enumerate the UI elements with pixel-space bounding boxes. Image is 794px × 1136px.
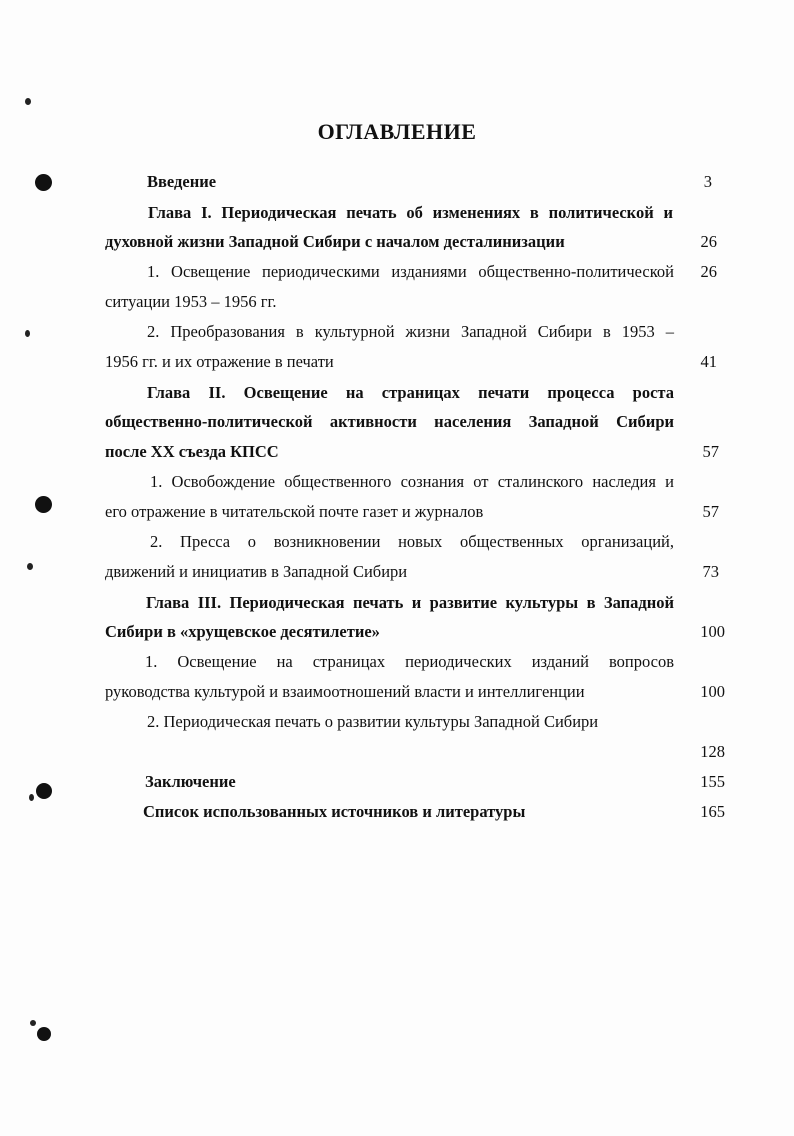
toc-section-2-2-line-1: 2. Пресса о возникновении новых общественных организаций, bbox=[150, 532, 674, 551]
toc-entry-bibliography: Список использованных источников и литературы bbox=[143, 802, 526, 821]
toc-chapter-2-line-1: Глава II. Освещение на страницах печати процесса роста bbox=[147, 383, 674, 402]
toc-chapter-3-line-2: Сибири в «хрущевское десятилетие» bbox=[105, 622, 380, 641]
toc-chapter-2-line-3: после XX съезда КПСС bbox=[105, 442, 279, 461]
toc-page-section-2-2: 73 bbox=[702, 562, 719, 581]
toc-page-conclusion: 155 bbox=[700, 772, 725, 791]
punch-hole bbox=[36, 783, 52, 799]
scan-speck bbox=[25, 98, 31, 105]
toc-section-1-2-line-2: 1956 гг. и их отражение в печати bbox=[105, 352, 334, 371]
toc-page-section-1-1: 26 bbox=[700, 262, 717, 281]
toc-page-section-3-2: 128 bbox=[700, 742, 725, 761]
toc-chapter-3-line-1: Глава III. Периодическая печать и развитие культуры в Западной bbox=[146, 593, 674, 612]
toc-chapter-1-line-1: Глава I. Периодическая печать об изменениях в политической и bbox=[148, 203, 673, 222]
toc-section-1-1-line-1: 1. Освещение периодическими изданиями общественно-политической bbox=[147, 262, 674, 281]
punch-hole bbox=[37, 1027, 51, 1041]
toc-section-1-2-line-1: 2. Преобразования в культурной жизни Западной Сибири в 1953 – bbox=[147, 322, 674, 341]
toc-section-1-1-line-2: ситуации 1953 – 1956 гг. bbox=[105, 292, 277, 311]
scan-speck bbox=[29, 794, 34, 801]
scan-speck bbox=[27, 563, 33, 570]
toc-section-2-1-line-2: его отражение в читательской почте газет и журналов bbox=[105, 502, 484, 521]
toc-page-intro: 3 bbox=[703, 172, 712, 191]
toc-page-chapter-1: 26 bbox=[700, 232, 717, 251]
toc-section-3-1-line-1: 1. Освещение на страницах периодических изданий вопросов bbox=[145, 652, 674, 671]
toc-page-section-2-1: 57 bbox=[702, 502, 719, 521]
toc-section-2-1-line-1: 1. Освобождение общественного сознания от сталинского наследия и bbox=[150, 472, 674, 491]
punch-hole bbox=[35, 496, 52, 513]
toc-section-2-2-line-2: движений и инициатив в Западной Сибири bbox=[105, 562, 408, 581]
toc-entry-conclusion: Заключение bbox=[145, 772, 236, 791]
toc-chapter-2-line-2: общественно-политической активности населения Западной Сибири bbox=[105, 412, 674, 431]
toc-section-3-2-line-1: 2. Периодическая печать о развитии культуры Западной Сибири bbox=[147, 712, 599, 731]
toc-page-section-3-1: 100 bbox=[700, 682, 725, 701]
page-title: ОГЛАВЛЕНИЕ bbox=[317, 119, 477, 144]
toc-page-chapter-3: 100 bbox=[700, 622, 725, 641]
toc-page-bibliography: 165 bbox=[700, 802, 725, 821]
toc-section-3-1-line-2: руководства культурой и взаимоотношений власти и интеллигенции bbox=[105, 682, 585, 701]
toc-entry-intro: Введение bbox=[147, 172, 217, 191]
scan-speck bbox=[30, 1020, 36, 1026]
toc-page-chapter-2: 57 bbox=[702, 442, 719, 461]
toc-page-section-1-2: 41 bbox=[700, 352, 717, 371]
scan-speck bbox=[25, 330, 30, 337]
punch-hole bbox=[35, 174, 52, 191]
toc-chapter-1-line-2: духовной жизни Западной Сибири с началом десталинизации bbox=[105, 232, 565, 251]
